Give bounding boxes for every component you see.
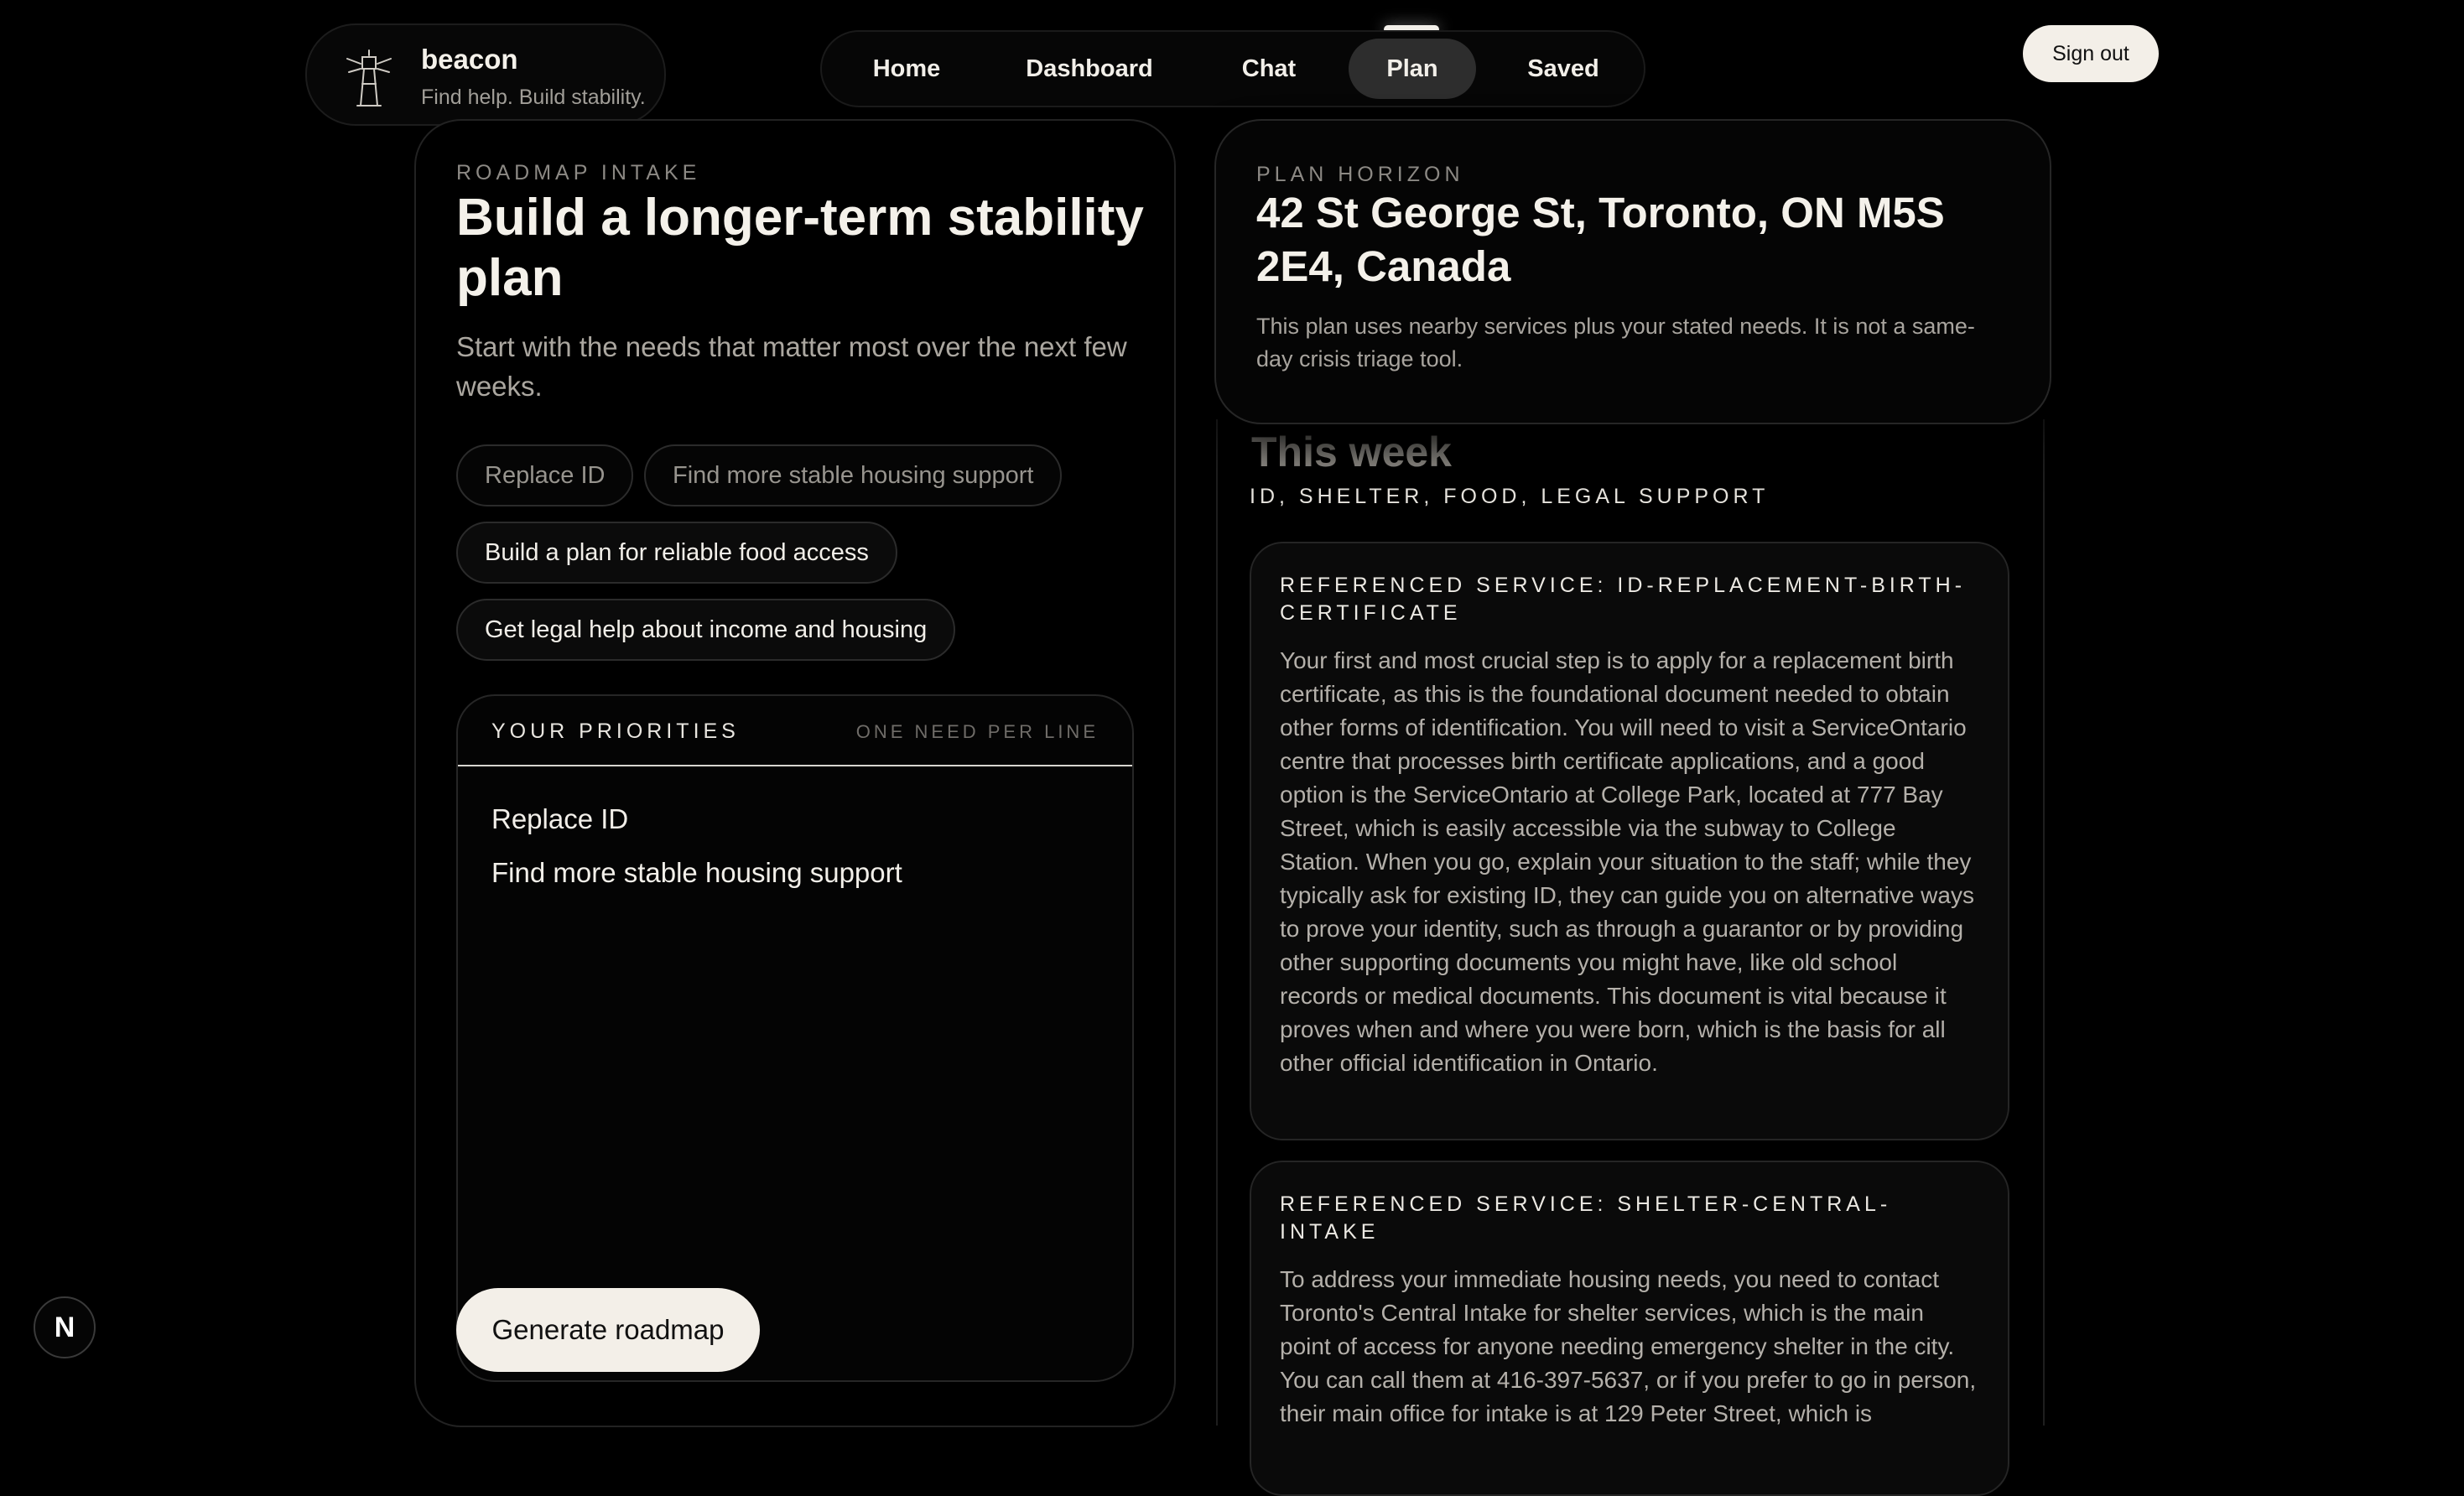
priority-line: Replace ID	[491, 803, 629, 834]
priorities-textarea[interactable]	[456, 694, 1134, 1382]
nav-home[interactable]: Home	[872, 55, 941, 82]
chip-legal-help[interactable]: Get legal help about income and housing	[456, 599, 955, 661]
horizon-note: This plan uses nearby services plus your stated needs. It is not a same-day crisis triage tool.	[1256, 314, 1975, 371]
horizon-eyebrow: PLAN HORIZON	[1256, 163, 1464, 186]
priorities-header	[458, 696, 1132, 766]
service-card-title: REFERENCED SERVICE: SHELTER-CENTRAL-INTAKE	[1280, 1192, 1892, 1244]
intake-title: Build a longer-term stability plan	[456, 189, 1144, 307]
horizon-address: 42 St George St, Toronto, ON M5S 2E4, Canada	[1256, 189, 1945, 290]
intake-subtitle: Start with the needs that matter most over the next few weeks.	[456, 331, 1127, 402]
brand-tagline: Find help. Build stability.	[421, 86, 646, 109]
nav-dashboard[interactable]: Dashboard	[1026, 55, 1153, 82]
generate-roadmap-button[interactable]: Generate roadmap	[456, 1288, 760, 1372]
nav-plan[interactable]: Plan	[1349, 39, 1476, 99]
week-heading: This week	[1251, 429, 1452, 475]
chip-housing-support[interactable]: Find more stable housing support	[644, 444, 1062, 506]
priorities-hint: ONE NEED PER LINE	[855, 721, 1099, 742]
priorities-label: YOUR PRIORITIES	[491, 719, 740, 743]
service-card-text: To address your immediate housing needs, you need to contact Toronto's Central Intake for shelter services, which is the main point of access for anyone needing emergency shelter in the city. You can call them at 416-397-5637, or if you prefer to go in person, their main office for intake is at 129 Peter Street, which is	[1280, 1266, 1977, 1426]
sign-out-button[interactable]: Sign out	[2023, 25, 2159, 82]
chip-food-access[interactable]: Build a plan for reliable food access	[456, 522, 897, 584]
service-card-text: Your first and most crucial step is to apply for a replacement birth certificate, as this is the foundational document needed to obtain other forms of identification. You will need to visit a ServiceOntario centre that processes birth certificate applications, and a good option is the ServiceOntario at College Park, located at 777 Bay Street, which is easily accessible via the subway to College Station. When you go, explain your situation to the staff; while they typically ask for existing ID, they can guide you on alternative ways to prove your identity, such as through a guarantor or by providing other supporting documents you might have, like old school records or medical documents. This document is vital because it proves when and where you were born, which is the basis for all other official identification in Ontario.	[1280, 647, 1974, 1076]
service-card-title: REFERENCED SERVICE: ID-REPLACEMENT-BIRTH-CERTIFICATE	[1280, 574, 1967, 625]
brand-name: beacon	[421, 44, 518, 75]
nav-saved[interactable]: Saved	[1527, 55, 1599, 82]
intake-eyebrow: ROADMAP INTAKE	[456, 161, 701, 184]
service-card	[1250, 542, 2009, 1140]
plan-horizon-card	[1214, 119, 2051, 424]
chip-replace-id[interactable]: Replace ID	[456, 444, 633, 506]
main-nav	[820, 30, 1645, 107]
brand-pill[interactable]	[305, 23, 666, 126]
service-card	[1250, 1161, 2009, 1496]
week-tags: ID, SHELTER, FOOD, LEGAL SUPPORT	[1250, 485, 1770, 508]
priority-line: Find more stable housing support	[491, 857, 902, 888]
roadmap-intake-panel	[414, 119, 1176, 1427]
lighthouse-icon	[344, 47, 394, 111]
dev-tools-badge[interactable]: N	[34, 1296, 96, 1358]
nav-chat[interactable]: Chat	[1241, 55, 1297, 82]
